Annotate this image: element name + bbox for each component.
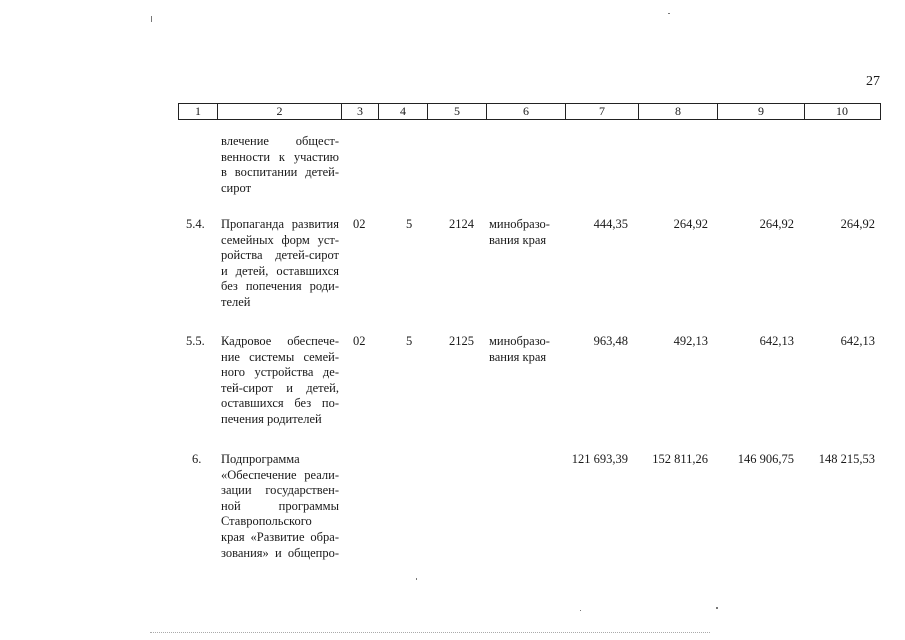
- row-description: [221, 334, 339, 428]
- header-col-10: 10: [836, 104, 848, 118]
- row-col-10: 148 215,53: [818, 452, 875, 466]
- desc-line: Ставропольского: [221, 514, 312, 529]
- header-col-7: 7: [599, 104, 605, 118]
- row-col-3: 02: [353, 217, 366, 231]
- desc-line: Пропаганда развития: [221, 217, 339, 231]
- row-col-9: 146 906,75: [737, 452, 794, 466]
- row-col-7: 963,48: [593, 334, 628, 348]
- desc-line: в воспитании детей-: [221, 165, 339, 180]
- desc-line: без попечения роди-: [221, 279, 339, 294]
- row-col-4: 5: [406, 334, 413, 348]
- desc-line: семейных форм уст-: [221, 232, 339, 247]
- desc-line: зации государствен-: [221, 483, 339, 498]
- desc-line: печения родителей: [221, 411, 322, 426]
- row-description: [221, 217, 339, 311]
- desc-line: края «Развитие обра-: [221, 529, 339, 544]
- row-number: 5.4.: [186, 217, 205, 231]
- header-col-4: 4: [400, 104, 406, 118]
- desc-line: ного устройства де-: [221, 365, 339, 380]
- table-header-row: [178, 103, 881, 120]
- row-col-8: 492,13: [673, 334, 708, 348]
- row-col-7: 121 693,39: [571, 452, 628, 466]
- header-col-2: 2: [276, 104, 283, 118]
- scan-speck: [668, 13, 670, 14]
- desc-line: ройства детей-сирот: [221, 248, 339, 263]
- header-col-3: 3: [357, 104, 363, 118]
- scan-speck: [151, 16, 152, 22]
- desc-line: зования» и общепро-: [221, 545, 339, 560]
- row-description: [221, 452, 339, 561]
- responsible-line: минобразо-: [489, 217, 550, 231]
- row-number: 5.5.: [186, 334, 205, 348]
- scan-speck: [416, 578, 417, 580]
- header-col-9: 9: [758, 104, 764, 118]
- row-col-9: 264,92: [759, 217, 794, 231]
- row-col-7: 444,35: [593, 217, 628, 231]
- desc-line: и детей, оставшихся: [221, 263, 339, 278]
- responsible-line: минобразо-: [489, 334, 550, 348]
- page-number: 27: [866, 74, 880, 89]
- header-col-6: 6: [523, 104, 529, 118]
- responsible-line: вания края: [489, 232, 547, 247]
- scan-speck: [716, 607, 718, 609]
- responsible-line: вания края: [489, 349, 547, 364]
- row-col-10: 642,13: [840, 334, 875, 348]
- desc-line: ной программы: [221, 498, 339, 513]
- header-col-1: 1: [195, 104, 201, 118]
- desc-line: «Обеспечение реали-: [221, 467, 339, 482]
- row-col-3: 02: [353, 334, 366, 348]
- header-col-8: 8: [675, 104, 681, 118]
- row-col-5: 2125: [449, 334, 474, 348]
- row-col-8: 152 811,26: [652, 452, 708, 466]
- scan-line: [150, 632, 710, 634]
- desc-line: оставшихся без по-: [221, 396, 339, 411]
- row-description: [221, 134, 339, 196]
- header-col-5: 5: [454, 104, 460, 118]
- desc-line: тей-сирот и детей,: [221, 380, 339, 395]
- row-col-8: 264,92: [673, 217, 708, 231]
- scan-speck: [580, 610, 581, 611]
- desc-line: венности к участию: [221, 149, 339, 164]
- desc-line: Подпрограмма: [221, 452, 300, 466]
- row-number: 6.: [192, 452, 202, 466]
- row-col-5: 2124: [449, 217, 474, 231]
- desc-line: влечение общест-: [221, 134, 339, 148]
- desc-line: ние системы семей-: [221, 349, 339, 364]
- desc-line: Кадровое обеспече-: [221, 334, 339, 348]
- desc-line: телей: [221, 294, 251, 309]
- row-col-4: 5: [406, 217, 413, 231]
- desc-line: сирот: [221, 180, 252, 195]
- row-col-10: 264,92: [840, 217, 875, 231]
- row-col-9: 642,13: [759, 334, 794, 348]
